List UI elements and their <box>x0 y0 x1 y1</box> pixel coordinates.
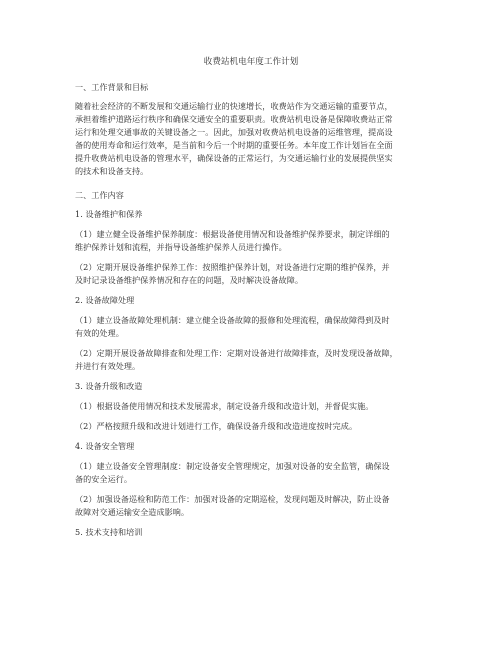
paragraph-line: （1）根据设备使用情况和技术发展需求，制定设备升级和改造计划，并督促实施。 <box>75 401 374 411</box>
paragraph-line: 并进行有效处理。 <box>75 361 141 371</box>
paragraph-line: 备的安全运行。 <box>75 474 133 484</box>
subsection-heading: 3. 设备升级和改造 <box>75 381 143 391</box>
paragraph-line: （2）定期开展设备维护保养工作：按照维护保养计划，对设备进行定期的维护保养，并 <box>75 262 390 272</box>
subsection-heading: 5. 技术支持和培训 <box>75 527 143 537</box>
paragraph-line: 提升收费站机电设备的管理水平，确保设备的正常运行，为交通运输行业的发展提供坚实 <box>75 153 393 163</box>
paragraph-line: 备的使用寿命和运行效率，是当前和今后一个时期的重要任务。本年度工作计划旨在全面 <box>75 140 393 150</box>
subsection-heading: 2. 设备故障处理 <box>75 295 135 305</box>
paragraph-line: 承担着维护道路运行秩序和确保交通安全的重要职责。收费站机电设备是保障收费站正常 <box>75 114 393 124</box>
paragraph-line: 的技术和设备支持。 <box>75 166 149 176</box>
paragraph-line: 维护保养计划和流程，并指导设备维护保养人员进行操作。 <box>75 242 287 252</box>
subsection-heading: 1. 设备维护和保养 <box>75 209 143 219</box>
paragraph-line: 运行和处理交通事故的关键设备之一。因此，加强对收费站机电设备的运维管理，提高设 <box>75 127 393 137</box>
paragraph-line: （2）严格按照升级和改进计划进行工作，确保设备升级和改造进度按时完成。 <box>75 421 358 431</box>
paragraph-line: （1）建立健全设备维护保养制度：根据设备使用情况和设备维护保养要求，制定详细的 <box>75 229 390 239</box>
paragraph-line: （1）建立设备故障处理机制：建立健全设备故障的报修和处理流程，确保故障得到及时 <box>75 315 390 325</box>
paragraph-line: 故障对交通运输安全造成影响。 <box>75 507 190 517</box>
paragraph-line: （2）加强设备巡检和防范工作：加强对设备的定期巡检，发现问题及时解决，防止设备 <box>75 494 390 504</box>
document-title: 收费站机电年度工作计划 <box>203 57 299 67</box>
paragraph-line: 及时记录设备维护保养情况和存在的问题，及时解决设备故障。 <box>75 275 304 285</box>
paragraph-line: 随着社会经济的不断发展和交通运输行业的快速增长，收费站作为交通运输的重要节点， <box>75 101 393 111</box>
section-heading-background: 一、工作背景和目标 <box>75 82 149 92</box>
section-heading-content: 二、工作内容 <box>75 190 124 200</box>
paragraph-line: （2）定期开展设备故障排查和处理工作：定期对设备进行故障排查，及时发现设备故障， <box>75 348 398 358</box>
subsection-heading: 4. 设备安全管理 <box>75 441 135 451</box>
paragraph-line: 有效的处理。 <box>75 328 124 338</box>
paragraph-line: （1）建立设备安全管理制度：制定设备安全管理规定，加强对设备的安全监管，确保设 <box>75 461 390 471</box>
